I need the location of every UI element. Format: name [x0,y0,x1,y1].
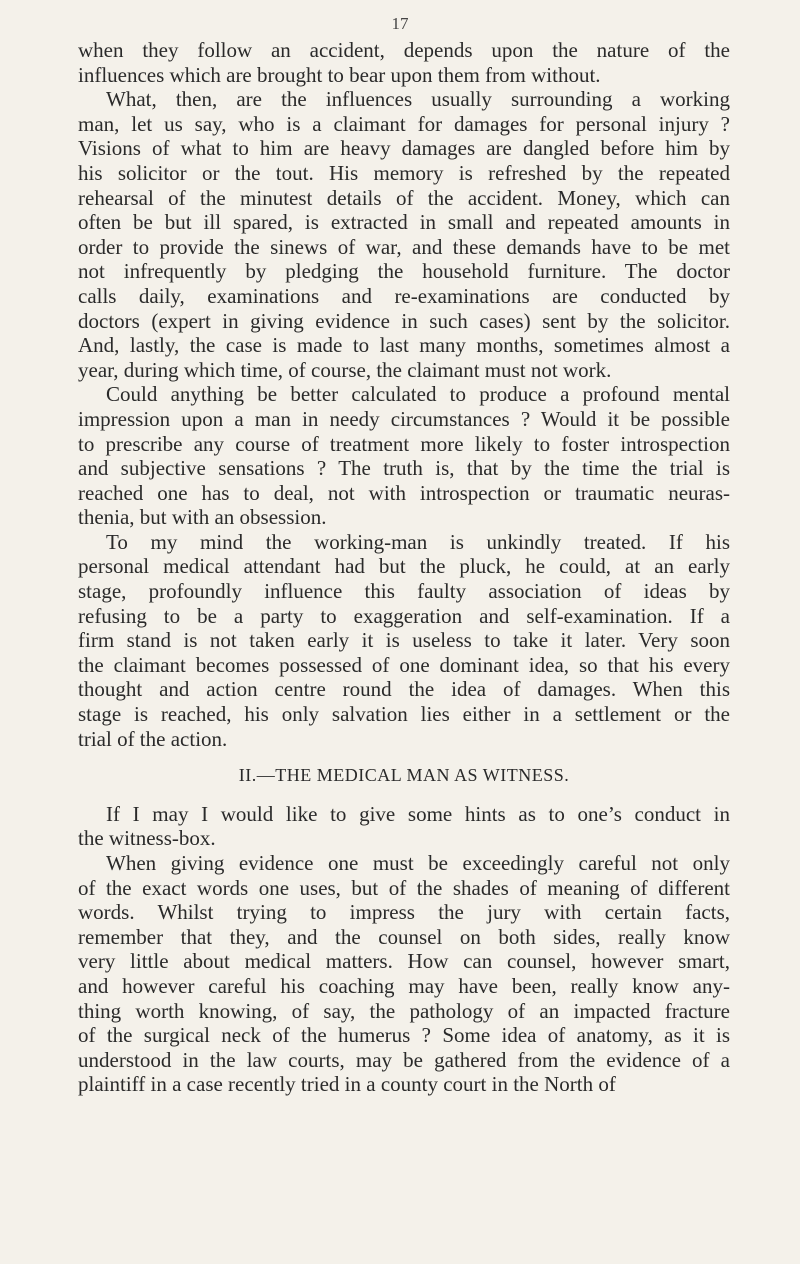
body-text [78,38,730,1097]
text-line: thought and action centre round the idea of damages. When this [78,677,730,702]
text-line: words. Whilst trying to impress the jury with certain facts, [78,900,730,925]
text-line: understood in the law courts, may be gathered from the evidence of a [78,1047,730,1072]
text-line: the claimant becomes possessed of one dominant idea, so that his every [78,652,730,677]
text-line: If I may I would like to give some hints as to one’s conduct in [106,801,730,826]
text-line: thing worth knowing, of say, the pathology of an impacted fracture [78,998,730,1023]
paragraph [78,38,730,87]
text-line: reached one has to deal, not with introspection or traumatic neuras- [78,480,730,505]
text-line: To my mind the working-man is unkindly treated. If his [106,529,730,554]
text-line: and subjective sensations ? The truth is, that by the time the trial is [78,456,730,481]
text-line: What, then, are the influences usually surrounding a working [106,87,730,112]
text-line: very little about medical matters. How can counsel, however smart, [78,949,730,974]
text-line: and however careful his coaching may have been, really know any- [78,973,730,998]
text-line: thenia, but with an obsession. [78,505,327,530]
text-line: firm stand is not taken early it is useless to take it later. Very soon [78,628,730,653]
text-line: his solicitor or the tout. His memory is refreshed by the repeated [78,160,730,185]
text-line: refusing to be a party to exaggeration and self-examination. If a [78,603,730,628]
text-line: rehearsal of the minutest details of the accident. Money, which can [78,185,730,210]
text-line: personal medical attendant had but the pluck, he could, at an early [78,554,730,579]
text-line: to prescribe any course of treatment more likely to foster introspection [78,431,730,456]
text-line: remember that they, and the counsel on both sides, really know [78,924,730,949]
text-line: Could anything be better calculated to produce a profound mental [106,382,730,407]
text-line: the witness-box. [78,826,216,851]
paragraph [78,382,730,530]
text-line: And, lastly, the case is made to last many months, sometimes almost a [78,333,730,358]
text-line: order to provide the sinews of war, and these demands have to be met [78,234,730,259]
text-line: when they follow an accident, depends upon the nature of the [78,38,730,62]
text-line: man, let us say, who is a claimant for damages for personal injury ? [78,111,730,136]
text-line: stage is reached, his only salvation lies either in a settlement or the [78,702,730,727]
text-line: Visions of what to him are heavy damages are dangled before him by [78,136,730,161]
text-line: of the surgical neck of the humerus ? Some idea of anatomy, as it is [78,1023,730,1048]
paragraph [78,802,730,851]
text-line: calls daily, examinations and re-examinations are conducted by [78,283,730,308]
paragraph [78,87,730,382]
paragraph [78,851,730,1097]
text-line: plaintiff in a case recently tried in a county court in the North of [78,1072,616,1097]
page-number: 17 [391,14,409,33]
text-line: often be but ill spared, is extracted in small and repeated amounts in [78,210,730,235]
text-line: not infrequently by pledging the household furniture. The doctor [78,259,730,284]
paragraph [78,530,730,751]
text-line: of the exact words one uses, but of the shades of meaning of different [78,875,730,900]
text-line: doctors (expert in giving evidence in such cases) sent by the solicitor. [78,308,730,333]
text-line: year, during which time, of course, the claimant must not work. [78,357,612,382]
text-line: trial of the action. [78,726,228,751]
section-heading: II.—THE MEDICAL MAN AS WITNESS. [238,765,570,786]
text-line: stage, profoundly influence this faulty association of ideas by [78,579,730,604]
text-line: When giving evidence one must be exceedingly careful not only [106,851,730,875]
text-line: impression upon a man in needy circumstances ? Would it be possible [78,406,730,431]
text-line: influences which are brought to bear upon them from without. [78,62,601,87]
